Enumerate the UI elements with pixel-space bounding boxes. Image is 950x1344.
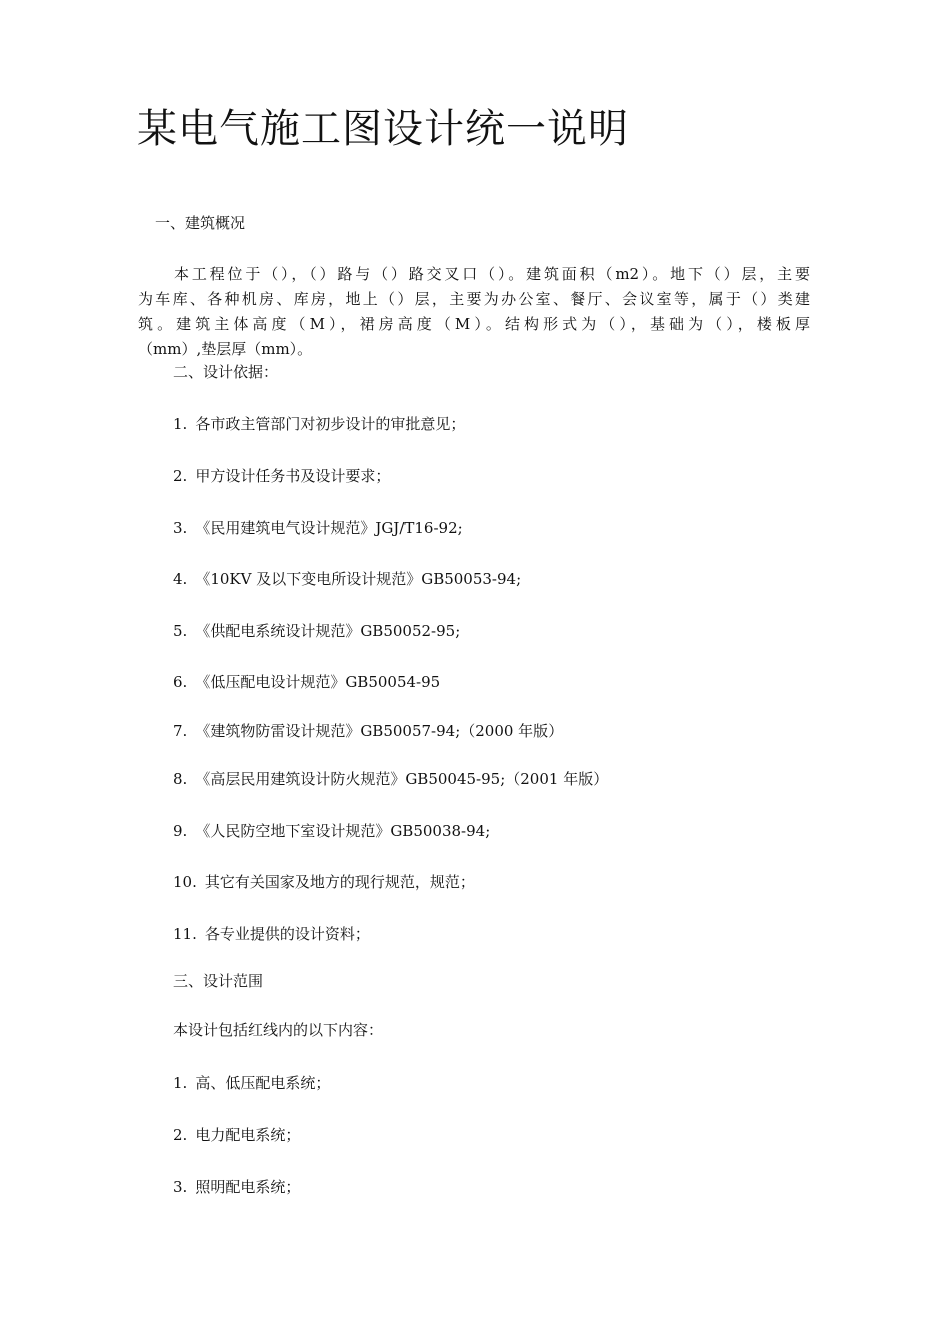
list-item-number: 4. (173, 570, 188, 588)
paragraph-line: 本工程位于（），（）路与（）路交叉口（）。建筑面积（m2）。地下（）层，主要 (174, 265, 810, 283)
list-item-number: 7. (173, 722, 188, 740)
list-item-text: 高、低压配电系统； (195, 1074, 331, 1092)
list-item (173, 568, 521, 590)
list-item (173, 820, 490, 842)
section-heading-design-basis: 二、设计依据： (173, 363, 279, 381)
list-item-number: 1. (173, 1074, 188, 1092)
list-item-number: 2. (173, 1126, 188, 1144)
list-item-number: 6. (173, 673, 188, 691)
list-item-text: 各专业提供的设计资料； (204, 925, 370, 943)
list-item-text: 电力配电系统； (195, 1126, 301, 1144)
list-item (173, 1124, 300, 1146)
list-item (173, 620, 460, 642)
list-item-number: 3. (173, 1178, 188, 1196)
list-item-text: 《建筑物防雷设计规范》GB50057-94;（2000 年版） (195, 722, 564, 740)
document-title: 某电气施工图设计统一说明 (137, 106, 629, 152)
list-item-text: 各市政主管部门对初步设计的审批意见； (195, 415, 466, 433)
paragraph-line: 筑。建筑主体高度（M），裙房高度（M）。结构形式为（），基础为（），楼板厚 (138, 315, 810, 333)
list-item (173, 1176, 300, 1198)
list-item (173, 871, 475, 893)
list-item (173, 517, 463, 539)
list-item (173, 768, 608, 790)
list-item-number: 10. (173, 873, 197, 891)
list-item-number: 9. (173, 822, 188, 840)
scope-intro-text: 本设计包括红线内的以下内容： (173, 1021, 384, 1039)
list-item-text: 《人民防空地下室设计规范》GB50038-94; (195, 822, 491, 840)
list-item-number: 11. (173, 925, 197, 943)
list-item (173, 465, 390, 487)
list-item-number: 8. (173, 770, 188, 788)
section-heading-design-scope: 三、设计范围 (173, 972, 264, 990)
list-item-number: 5. (173, 622, 188, 640)
list-item-number: 1. (173, 415, 188, 433)
list-item-number: 3. (173, 519, 188, 537)
paragraph-line: 为车库、各种机房、库房，地上（）层，主要为办公室、餐厅、会议室等，属于（）类建 (138, 290, 810, 308)
list-item-text: 照明配电系统； (195, 1178, 301, 1196)
list-item-text: 《高层民用建筑设计防火规范》GB50045-95;（2001 年版） (195, 770, 609, 788)
list-item (173, 671, 440, 693)
list-item-text: 甲方设计任务书及设计要求； (195, 467, 391, 485)
list-item (173, 1072, 330, 1094)
list-item-number: 2. (173, 467, 188, 485)
list-item-text: 《低压配电设计规范》GB50054-95 (195, 673, 441, 691)
list-item-text: 《民用建筑电气设计规范》JGJ/T16-92; (195, 519, 463, 537)
list-item (173, 720, 563, 742)
list-item (173, 413, 465, 435)
list-item-text: 其它有关国家及地方的现行规范，规范； (204, 873, 475, 891)
list-item-text: 《供配电系统设计规范》GB50052-95; (195, 622, 461, 640)
building-overview-paragraph (138, 262, 810, 362)
list-item (173, 923, 370, 945)
paragraph-line: （mm）,垫层厚（mm）。 (138, 340, 313, 358)
section-heading-building-overview: 一、建筑概况 (155, 214, 246, 232)
list-item-text: 《10KV 及以下变电所设计规范》GB50053-94; (195, 570, 522, 588)
